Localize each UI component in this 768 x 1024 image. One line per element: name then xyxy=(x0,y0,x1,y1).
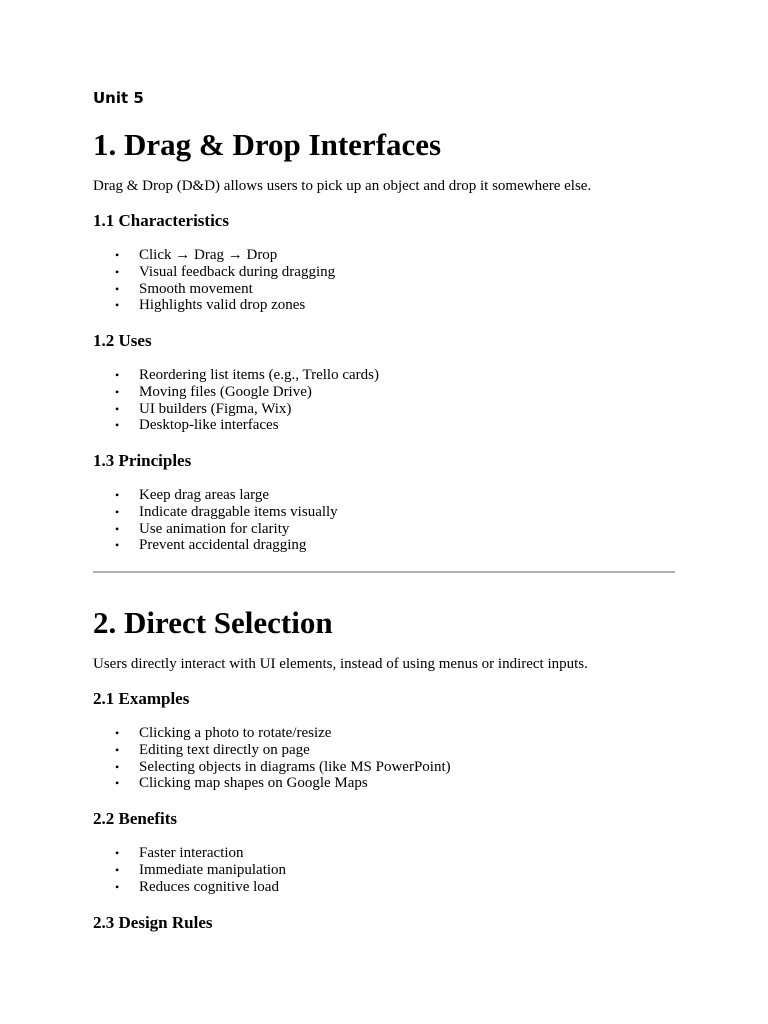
list-item: • Reordering list items (e.g., Trello cards) xyxy=(115,367,379,383)
list-item: • Clicking map shapes on Google Maps xyxy=(115,775,368,792)
list-item: • Indicate draggable items visually xyxy=(115,503,338,520)
list-item: • Use animation for clarity xyxy=(115,520,290,537)
bullet-icon: • xyxy=(115,538,120,553)
uses-heading: 1.2 Uses xyxy=(93,331,152,350)
list-item: • UI builders (Figma, Wix) xyxy=(115,400,292,417)
list-item: • Highlights valid drop zones xyxy=(115,297,306,314)
section-1-intro: Drag & Drop (D&D) allows users to pick up an object and drop it somewhere else. xyxy=(93,178,592,194)
bullet-icon: • xyxy=(115,488,120,502)
bullet-icon: • xyxy=(115,726,120,740)
list-item: • Selecting objects in diagrams (like MS PowerPoint) xyxy=(115,758,451,775)
bullet-icon: • xyxy=(115,759,120,774)
design-rules-heading: 2.3 Design Rules xyxy=(93,913,213,932)
list-item: • Click → Drag → Drop xyxy=(115,247,278,263)
bullet-icon: • xyxy=(115,418,120,433)
bullet-icon: • xyxy=(115,298,120,313)
bullet-icon: • xyxy=(115,504,120,519)
list-item: • Immediate manipulation xyxy=(115,861,287,878)
bullet-icon: • xyxy=(115,776,120,791)
section-2-title: 2. Direct Selection xyxy=(93,605,333,640)
examples-heading: 2.1 Examples xyxy=(93,689,190,708)
bullet-icon: • xyxy=(115,401,120,416)
list-item: • Clicking a photo to rotate/resize xyxy=(115,725,332,741)
bullet-icon: • xyxy=(115,521,120,536)
uses-list xyxy=(93,367,379,434)
list-item: • Desktop-like interfaces xyxy=(115,417,279,434)
list-item: • Moving files (Google Drive) xyxy=(115,383,312,400)
benefits-list xyxy=(93,845,286,895)
bullet-icon: • xyxy=(115,248,120,262)
principles-heading: 1.3 Principles xyxy=(93,451,192,470)
list-item: • Reduces cognitive load xyxy=(115,878,279,895)
section-divider xyxy=(93,571,675,573)
section-1-title: 1. Drag & Drop Interfaces xyxy=(93,127,442,162)
list-item: • Faster interaction xyxy=(115,845,244,861)
bullet-icon: • xyxy=(115,846,120,860)
examples-list xyxy=(93,725,451,792)
characteristics-heading: 1.1 Characteristics xyxy=(93,211,229,230)
list-item: • Smooth movement xyxy=(115,280,253,297)
bullet-icon: • xyxy=(115,742,120,757)
benefits-heading: 2.2 Benefits xyxy=(93,809,178,828)
bullet-icon: • xyxy=(115,862,120,877)
bullet-icon: • xyxy=(115,368,120,382)
characteristics-list xyxy=(93,247,335,314)
bullet-icon: • xyxy=(115,384,120,399)
list-item: • Prevent accidental dragging xyxy=(115,537,307,554)
list-item: • Editing text directly on page xyxy=(115,741,310,758)
list-item: • Visual feedback during dragging xyxy=(115,263,336,280)
section-2-intro: Users directly interact with UI elements, instead of using menus or indirect inputs. xyxy=(93,656,588,672)
list-item: • Keep drag areas large xyxy=(115,487,270,503)
principles-list xyxy=(93,487,338,554)
bullet-icon: • xyxy=(115,281,120,296)
unit-label: Unit 5 xyxy=(93,89,144,107)
bullet-icon: • xyxy=(115,264,120,279)
bullet-icon: • xyxy=(115,879,120,894)
